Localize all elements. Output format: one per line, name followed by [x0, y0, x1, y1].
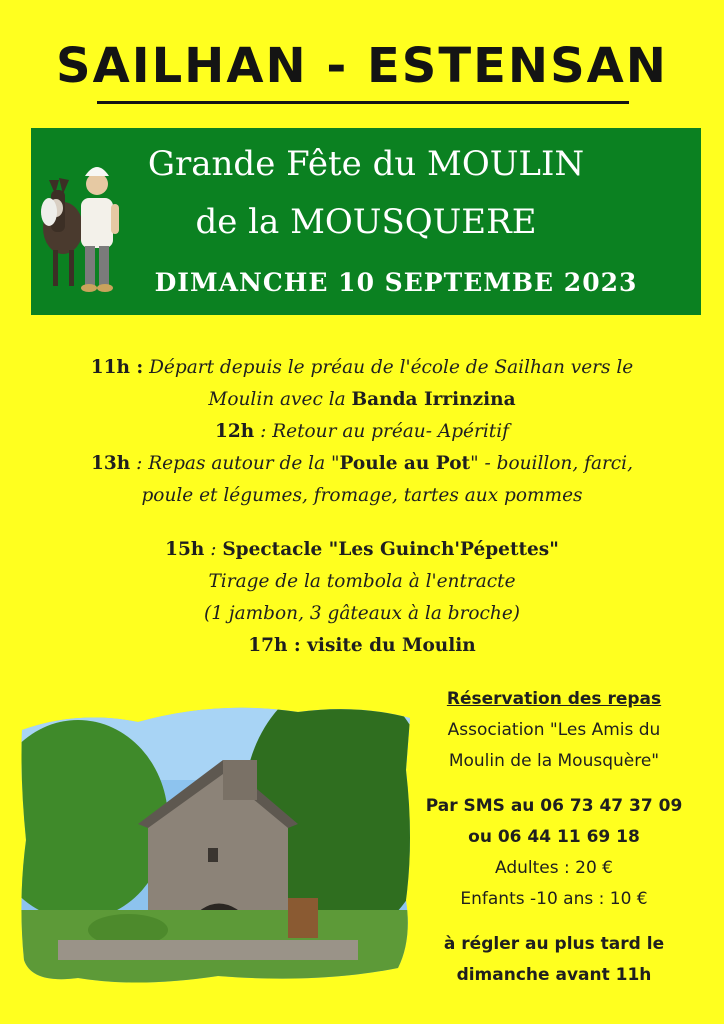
banner-line-2: de la MOUSQUERE — [195, 202, 537, 242]
program-item-11h: 11h : Départ depuis le préau de l'école de Sailhan vers le Moulin avec la Banda Irrinzina — [90, 357, 634, 410]
association-line-2: Moulin de la Mousquère" — [448, 751, 660, 771]
stone-mill-photo — [18, 700, 414, 990]
reservation-panel — [408, 684, 700, 991]
program-morning — [0, 352, 724, 512]
event-date: DIMANCHE 10 SEPTEMBE 2023 — [154, 268, 638, 297]
banner-line-1: Grande Fête du MOULIN — [147, 144, 585, 184]
sms-phone-2: ou 06 44 11 69 18 — [468, 827, 640, 847]
program-item-12h: 12h : Retour au préau- Apéritif — [215, 421, 509, 442]
payment-deadline-1: à régler au plus tard le — [443, 934, 665, 954]
title-underline — [97, 101, 629, 104]
association-line-1: Association "Les Amis du — [447, 720, 661, 740]
reservation-heading: Réservation des repas — [446, 689, 662, 709]
program-afternoon — [0, 534, 724, 662]
payment-deadline-2: dimanche avant 11h — [456, 965, 652, 985]
sms-phone-1: Par SMS au 06 73 47 37 09 — [425, 796, 683, 816]
child-price: Enfants -10 ans : 10 € — [460, 889, 648, 909]
program-item-17h: 17h : visite du Moulin — [248, 635, 476, 656]
adult-price: Adultes : 20 € — [495, 858, 613, 878]
event-banner — [31, 128, 701, 315]
program-item-13h: 13h : Repas autour de la "Poule au Pot" - bouillon, farci, poule et légumes, fromage, tartes aux pommes — [91, 453, 633, 506]
page-title: SAILHAN - ESTENSAN — [56, 38, 668, 94]
program-item-15h: 15h : Spectacle "Les Guinch'Pépettes" Tirage de la tombola à l'entracte (1 jambon, 3 gâteaux à la broche) — [165, 539, 559, 624]
